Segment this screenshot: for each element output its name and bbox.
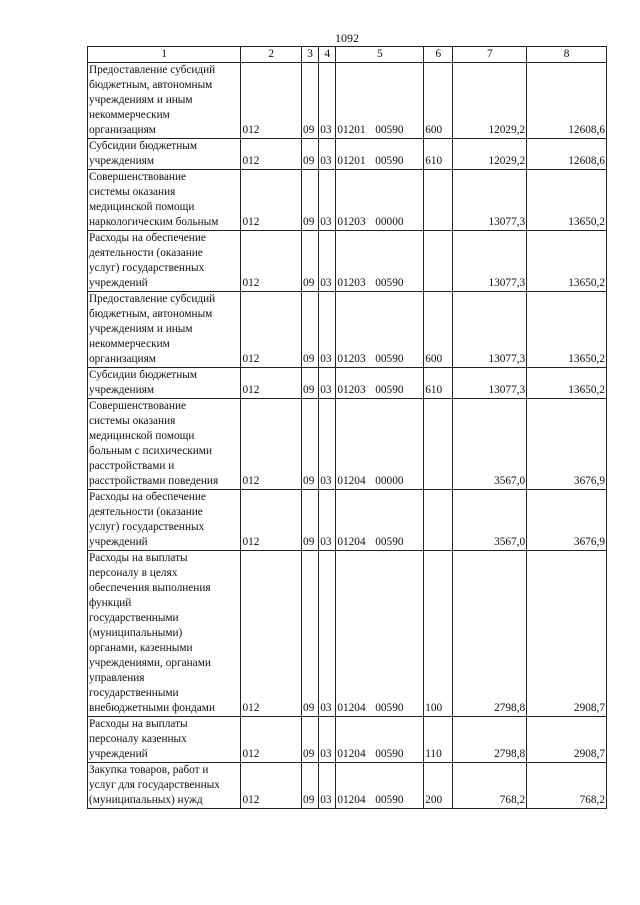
- cell-target-article-code: 01203 00590: [336, 231, 424, 292]
- table-row: [88, 717, 607, 763]
- table-row: [88, 399, 607, 490]
- cell-target-article-code: 01203 00000: [336, 170, 424, 231]
- cell-subsection-code: 03: [319, 231, 336, 292]
- cell-section-code: 09: [302, 170, 319, 231]
- cell-expense-type-code: 610: [424, 139, 453, 170]
- cell-ministry-code: 012: [241, 717, 302, 763]
- cell-amount-year-1: 12029,2: [453, 63, 527, 139]
- column-header: 5: [336, 47, 424, 63]
- table-row: [88, 231, 607, 292]
- row-description: Расходы на обеспечение деятельности (оказание услуг) государственных учреждений: [88, 490, 241, 551]
- cell-amount-year-1: 13077,3: [453, 292, 527, 368]
- cell-section-code: 09: [302, 717, 319, 763]
- cell-amount-year-1: 13077,3: [453, 170, 527, 231]
- cell-section-code: 09: [302, 231, 319, 292]
- cell-expense-type-code: [424, 399, 453, 490]
- row-description: Расходы на выплаты персоналу казенных учреждений: [88, 717, 241, 763]
- cell-ministry-code: 012: [241, 231, 302, 292]
- cell-section-code: 09: [302, 551, 319, 717]
- table-row: [88, 763, 607, 809]
- column-header: 3: [302, 47, 319, 63]
- cell-ministry-code: 012: [241, 368, 302, 399]
- cell-amount-year-2: 13650,2: [527, 368, 607, 399]
- cell-section-code: 09: [302, 399, 319, 490]
- cell-ministry-code: 012: [241, 139, 302, 170]
- table-row: [88, 490, 607, 551]
- cell-expense-type-code: 600: [424, 63, 453, 139]
- table-row: [88, 63, 607, 139]
- cell-section-code: 09: [302, 763, 319, 809]
- cell-amount-year-2: 768,2: [527, 763, 607, 809]
- cell-expense-type-code: 200: [424, 763, 453, 809]
- cell-subsection-code: 03: [319, 139, 336, 170]
- row-description: Предоставление субсидий бюджетным, автономным учреждениям и иным некоммерческим организациям: [88, 292, 241, 368]
- cell-section-code: 09: [302, 292, 319, 368]
- row-description: Расходы на обеспечение деятельности (оказание услуг) государственных учреждений: [88, 231, 241, 292]
- table-row: [88, 170, 607, 231]
- cell-section-code: 09: [302, 368, 319, 399]
- cell-subsection-code: 03: [319, 170, 336, 231]
- cell-amount-year-1: 2798,8: [453, 717, 527, 763]
- cell-amount-year-1: 3567,0: [453, 399, 527, 490]
- cell-expense-type-code: 610: [424, 368, 453, 399]
- cell-amount-year-2: 2908,7: [527, 551, 607, 717]
- cell-target-article-code: 01204 00590: [336, 551, 424, 717]
- cell-ministry-code: 012: [241, 763, 302, 809]
- header-row: [88, 47, 607, 63]
- cell-section-code: 09: [302, 490, 319, 551]
- cell-ministry-code: 012: [241, 490, 302, 551]
- cell-section-code: 09: [302, 63, 319, 139]
- cell-target-article-code: 01204 00590: [336, 717, 424, 763]
- cell-expense-type-code: [424, 490, 453, 551]
- cell-amount-year-1: 768,2: [453, 763, 527, 809]
- row-description: Субсидии бюджетным учреждениям: [88, 139, 241, 170]
- cell-amount-year-2: 12608,6: [527, 139, 607, 170]
- cell-target-article-code: 01204 00590: [336, 763, 424, 809]
- cell-target-article-code: 01203 00590: [336, 292, 424, 368]
- cell-section-code: 09: [302, 139, 319, 170]
- column-header: 6: [424, 47, 453, 63]
- cell-amount-year-1: 12029,2: [453, 139, 527, 170]
- row-description: Закупка товаров, работ и услуг для государственных (муниципальных) нужд: [88, 763, 241, 809]
- column-header: 8: [527, 47, 607, 63]
- cell-ministry-code: 012: [241, 170, 302, 231]
- cell-expense-type-code: 100: [424, 551, 453, 717]
- cell-subsection-code: 03: [319, 399, 336, 490]
- table-row: [88, 139, 607, 170]
- page-number: 1092: [335, 31, 359, 45]
- cell-subsection-code: 03: [319, 292, 336, 368]
- cell-target-article-code: 01204 00590: [336, 490, 424, 551]
- cell-target-article-code: 01203 00590: [336, 368, 424, 399]
- cell-amount-year-2: 12608,6: [527, 63, 607, 139]
- column-header: 1: [88, 47, 241, 63]
- cell-amount-year-1: 13077,3: [453, 231, 527, 292]
- cell-amount-year-2: 3676,9: [527, 490, 607, 551]
- cell-amount-year-2: 3676,9: [527, 399, 607, 490]
- column-header: 4: [319, 47, 336, 63]
- cell-ministry-code: 012: [241, 551, 302, 717]
- column-header: 2: [241, 47, 302, 63]
- cell-amount-year-2: 13650,2: [527, 292, 607, 368]
- row-description: Субсидии бюджетным учреждениям: [88, 368, 241, 399]
- cell-target-article-code: 01201 00590: [336, 63, 424, 139]
- cell-amount-year-1: 2798,8: [453, 551, 527, 717]
- cell-amount-year-2: 13650,2: [527, 170, 607, 231]
- cell-subsection-code: 03: [319, 368, 336, 399]
- budget-table: [87, 46, 607, 809]
- cell-expense-type-code: [424, 231, 453, 292]
- cell-amount-year-1: 13077,3: [453, 368, 527, 399]
- cell-subsection-code: 03: [319, 551, 336, 717]
- row-description: Совершенствование системы оказания медицинской помощи наркологическим больным: [88, 170, 241, 231]
- row-description: Расходы на выплаты персоналу в целях обеспечения выполнения функций государственными (муниципальными) органами, казенными учреждениями, органами управления государственными внебюджетными фондами: [88, 551, 241, 717]
- cell-expense-type-code: 600: [424, 292, 453, 368]
- cell-target-article-code: 01204 00000: [336, 399, 424, 490]
- cell-ministry-code: 012: [241, 399, 302, 490]
- row-description: Предоставление субсидий бюджетным, автономным учреждениям и иным некоммерческим организациям: [88, 63, 241, 139]
- column-header: 7: [453, 47, 527, 63]
- cell-ministry-code: 012: [241, 63, 302, 139]
- cell-subsection-code: 03: [319, 717, 336, 763]
- table-body: [88, 63, 607, 809]
- row-description: Совершенствование системы оказания медицинской помощи больным с психическими расстройствами и расстройствами поведения: [88, 399, 241, 490]
- cell-ministry-code: 012: [241, 292, 302, 368]
- table-row: [88, 292, 607, 368]
- cell-amount-year-1: 3567,0: [453, 490, 527, 551]
- cell-expense-type-code: 110: [424, 717, 453, 763]
- cell-subsection-code: 03: [319, 763, 336, 809]
- cell-target-article-code: 01201 00590: [336, 139, 424, 170]
- table-row: [88, 551, 607, 717]
- cell-expense-type-code: [424, 170, 453, 231]
- table-row: [88, 368, 607, 399]
- cell-amount-year-2: 2908,7: [527, 717, 607, 763]
- cell-amount-year-2: 13650,2: [527, 231, 607, 292]
- cell-subsection-code: 03: [319, 490, 336, 551]
- cell-subsection-code: 03: [319, 63, 336, 139]
